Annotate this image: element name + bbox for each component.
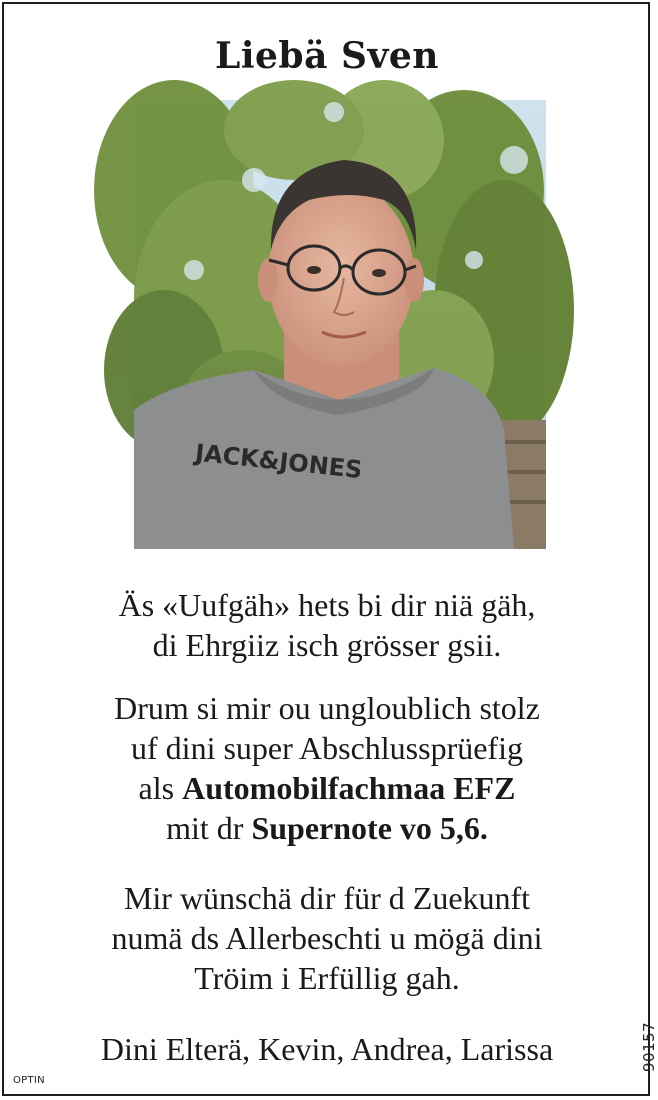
paragraph-intro [0, 585, 654, 665]
optin-label: OPTIN [13, 1075, 45, 1086]
portrait-photo [134, 100, 546, 549]
shirt-logo-text: JACK&JONES [193, 438, 364, 485]
paragraph-congrats [0, 688, 654, 848]
grade-value: Supernote vo 5,6. [251, 810, 488, 846]
signature: Dini Elterä, Kevin, Andrea, Larissa [100, 1031, 554, 1067]
paragraph-congrats-line-1: Drum si mir ou ungloublich stolz [114, 690, 540, 726]
notice-title: Liebä Sven [215, 35, 439, 77]
paragraph-wishes-line-1: Mir wünschä dir für d Zuekunft [123, 880, 531, 916]
paragraph-congrats-line-3 [0, 768, 654, 808]
paragraph-intro-line-1: Äs «Uufgäh» hets bi dir niä gäh, [118, 587, 536, 623]
profession-title: Automobilfachmaa EFZ [182, 770, 516, 806]
paragraph-wishes-line-2: numä ds Allerbeschti u mögä dini [111, 920, 543, 956]
reference-number: 90157 [640, 1021, 658, 1072]
grade-prefix: mit dr [166, 810, 252, 846]
paragraph-congrats-line-2: uf dini super Abschlussprüefig [131, 730, 523, 766]
paragraph-intro-line-2: di Ehrgiiz isch grösser gsii. [152, 627, 502, 663]
paragraph-wishes [0, 878, 654, 998]
paragraph-wishes-line-3: Tröim i Erfüllig gah. [194, 960, 460, 996]
paragraph-congrats-line-4 [0, 808, 654, 848]
profession-prefix: als [138, 770, 183, 806]
